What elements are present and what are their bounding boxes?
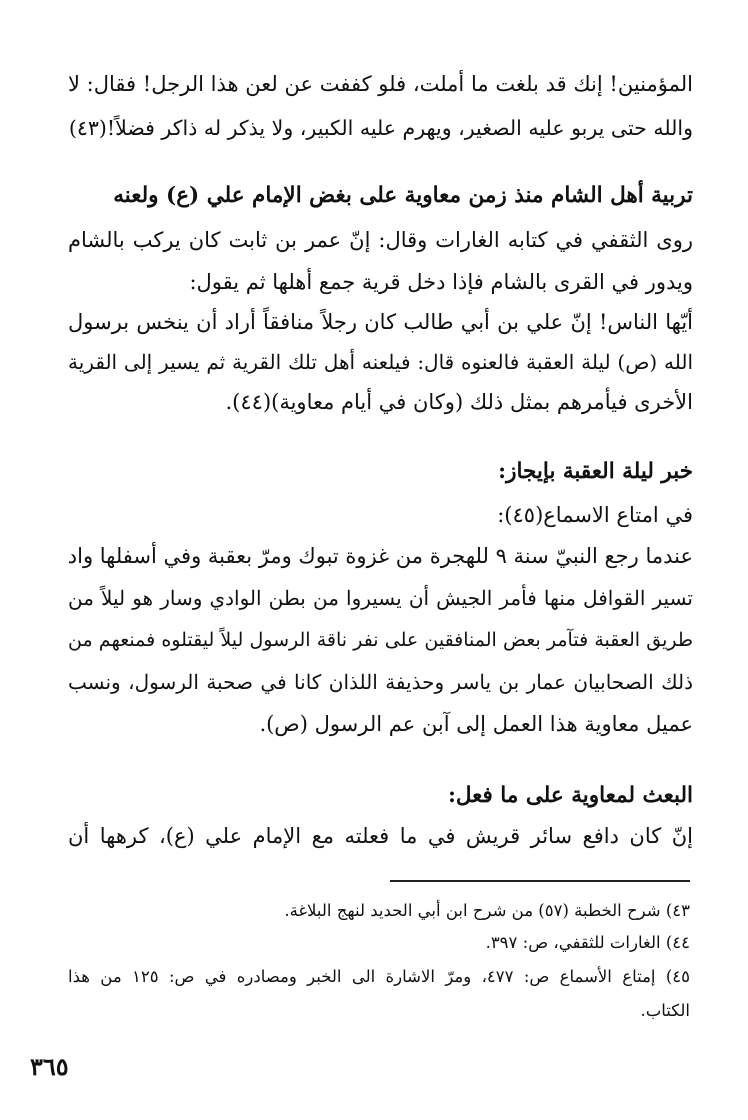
body-line: ذلك الصحابيان عمار بن ياسر وحذيفة اللذان كانا في صحبة الرسول، ونسب <box>68 670 693 694</box>
body-line: الله (ص) ليلة العقبة فالعنوه قال: فيلعنه أهل تلك القرية ثم يسير إلى القرية <box>68 350 693 374</box>
footnote: ٤٣) شرح الخطبة (٥٧) من شرح ابن أبي الحديد لنهج البلاغة. <box>284 901 690 920</box>
page-number: ٣٦٥ <box>30 1052 69 1081</box>
section-heading: تربية أهل الشام منذ زمن معاوية على بغض الإمام علي (ع) ولعنه <box>113 183 693 208</box>
body-line: عميل معاوية هذا العمل إلى آبن عم الرسول (ص). <box>259 712 693 736</box>
section-heading: البعث لمعاوية على ما فعل: <box>447 783 693 808</box>
body-line: الأخرى فيأمرهم بمثل ذلك (وكان في أيام معاوية)(٤٤). <box>225 390 693 414</box>
body-line: والله حتى يربو عليه الصغير، ويهرم عليه الكبير، ولا يذكر له ذاكر فضلاً!(٤٣) <box>68 116 693 140</box>
body-line: في امتاع الاسماع(٤٥): <box>497 503 693 527</box>
footnote: ٤٥) إمتاع الأسماع ص: ٤٧٧، ومرّ الاشارة الى الخبر ومصادره في ص: ١٢٥ من هذا <box>68 967 690 986</box>
footnote: ٤٤) الغارات للثقفي، ص: ٣٩٧. <box>485 933 690 952</box>
body-line: إنّ كان دافع سائر قريش في ما فعلته مع الإمام علي (ع)، كرهها أن <box>68 824 693 848</box>
body-line: عندما رجع النبيّ سنة ٩ للهجرة من غزوة تبوك ومرّ بعقبة وفي أسفلها واد <box>67 544 693 568</box>
footnote-divider <box>390 880 690 882</box>
footnote: الكتاب. <box>640 1001 690 1020</box>
body-line: تسير القوافل منها فأمر الجيش أن يسيروا من بطن الوادي وسار هو ليلاً من <box>68 586 693 610</box>
section-heading: خبر ليلة العقبة بإيجاز: <box>498 459 693 484</box>
body-line: أيّها الناس! إنّ علي بن أبي طالب كان رجلاً منافقاً أراد أن ينخس برسول <box>68 310 693 334</box>
body-line: طريق العقبة فتآمر بعض المنافقين على نفر ناقة الرسول ليلاً ليقتلوه فمنعهم من <box>68 629 693 651</box>
body-line: روى الثقفي في كتابه الغارات وقال: إنّ عمر بن ثابت كان يركب بالشام <box>68 228 693 252</box>
body-line: ويدور في القرى بالشام فإذا دخل قرية جمع أهلها ثم يقول: <box>189 270 693 294</box>
body-line: المؤمنين! إنك قد بلغت ما أملت، فلو كففت عن لعن هذا الرجل! فقال: لا <box>68 72 693 96</box>
